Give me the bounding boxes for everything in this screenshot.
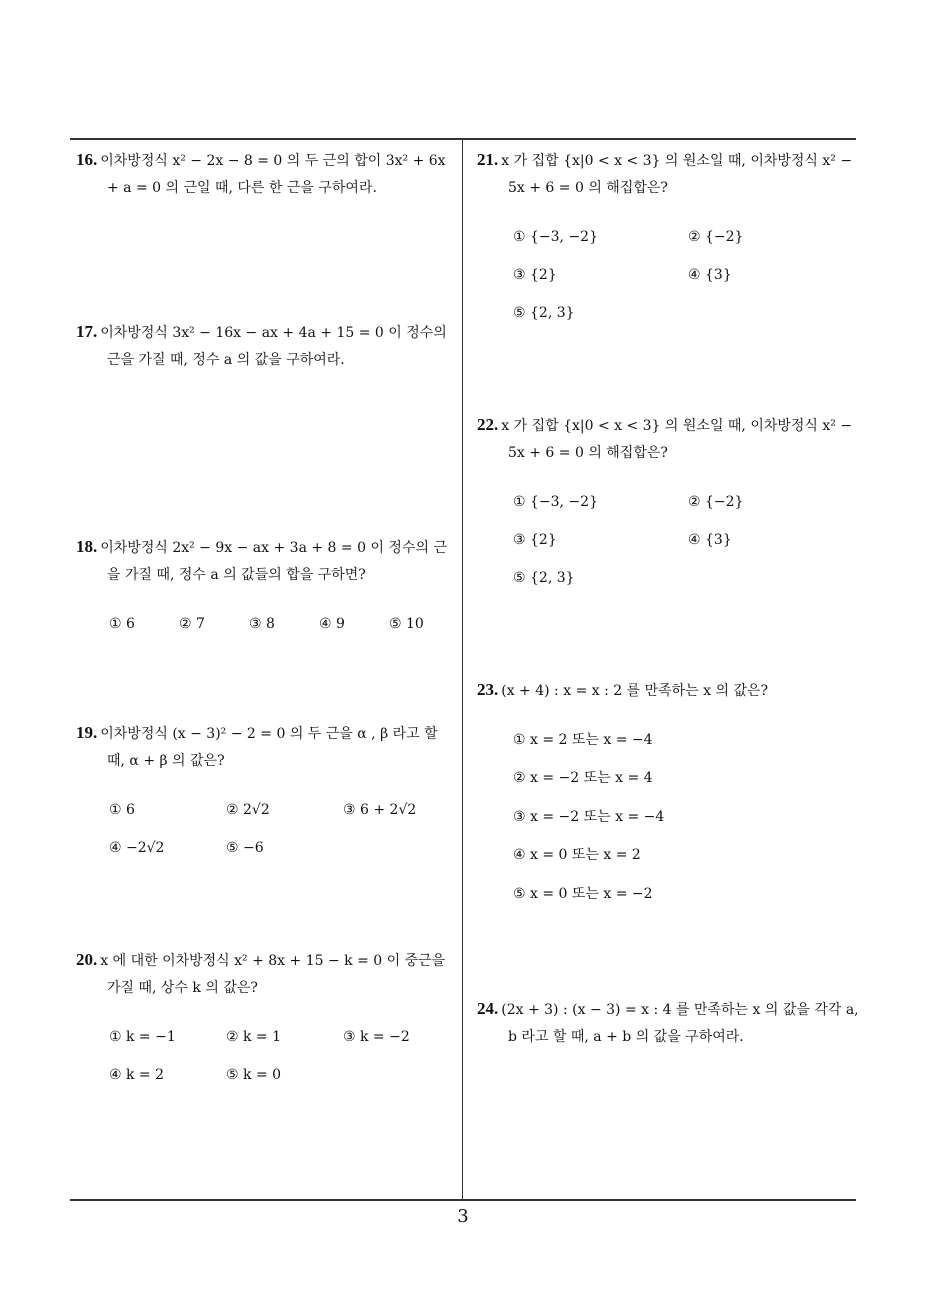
question-number: 21.	[477, 150, 499, 169]
question-24	[477, 995, 861, 1051]
option-5[interactable]: ⑤ {2, 3}	[513, 305, 575, 321]
question-number: 20.	[76, 950, 98, 969]
column-divider	[462, 139, 463, 1200]
option-2[interactable]: ② k = 1	[226, 1029, 282, 1045]
question-number: 24.	[477, 999, 499, 1018]
option-4[interactable]: ④ −2√2	[109, 840, 165, 856]
option-1[interactable]: ① {−3, −2}	[513, 229, 598, 245]
option-3[interactable]: ③ k = −2	[343, 1029, 410, 1045]
option-4[interactable]: ④ {3}	[688, 532, 732, 548]
question-20	[76, 946, 458, 1094]
option-5[interactable]: ⑤ −6	[226, 840, 264, 856]
option-5[interactable]: ⑤ {2, 3}	[513, 570, 575, 586]
option-1[interactable]: ① {−3, −2}	[513, 494, 598, 510]
option-4[interactable]: ④ 9	[319, 616, 345, 632]
question-23	[477, 676, 861, 917]
question-number: 16.	[76, 150, 98, 169]
option-2[interactable]: ② 2√2	[226, 802, 270, 818]
option-3[interactable]: ③ 8	[249, 616, 275, 632]
option-5[interactable]: ⑤ x = 0 또는 x = −2	[513, 886, 653, 902]
question-16	[76, 146, 458, 202]
question-stem: 이차방정식 2x² − 9x − ax + 3a + 8 = 0 이 정수의 근을 가질 때, 정수 a 의 값들의 합을 구하면?	[100, 540, 447, 583]
question-number: 18.	[76, 537, 98, 556]
option-2[interactable]: ② {−2}	[688, 229, 744, 245]
option-5[interactable]: ⑤ 10	[389, 616, 424, 632]
question-stem: 이차방정식 (x − 3)² − 2 = 0 의 두 근을 α , β 라고 할 때, α + β 의 값은?	[100, 726, 438, 769]
option-3[interactable]: ③ {2}	[513, 532, 557, 548]
question-19	[76, 719, 458, 867]
option-2[interactable]: ② x = −2 또는 x = 4	[513, 770, 653, 786]
option-2[interactable]: ② {−2}	[688, 494, 744, 510]
option-2[interactable]: ② 7	[179, 616, 205, 632]
question-number: 19.	[76, 723, 98, 742]
question-number: 23.	[477, 680, 499, 699]
option-3[interactable]: ③ {2}	[513, 267, 557, 283]
question-stem: (x + 4) : x = x : 2 를 만족하는 x 의 값은?	[501, 683, 769, 699]
option-1[interactable]: ① x = 2 또는 x = −4	[513, 732, 653, 748]
question-stem: x 가 집합 {x|0 < x < 3} 의 원소일 때, 이차방정식 x² − 5x + 6 = 0 의 해집합은?	[501, 153, 853, 196]
option-5[interactable]: ⑤ k = 0	[226, 1067, 282, 1083]
question-18	[76, 533, 458, 641]
option-1[interactable]: ① k = −1	[109, 1029, 176, 1045]
question-stem: (2x + 3) : (x − 3) = x : 4 를 만족하는 x 의 값을 각각 a, b 라고 할 때, a + b 의 값을 구하여라.	[501, 1002, 859, 1045]
option-4[interactable]: ④ x = 0 또는 x = 2	[513, 847, 641, 863]
question-number: 22.	[477, 415, 499, 434]
option-4[interactable]: ④ {3}	[688, 267, 732, 283]
question-stem: x 가 집합 {x|0 < x < 3} 의 원소일 때, 이차방정식 x² − 5x + 6 = 0 의 해집합은?	[501, 418, 853, 461]
option-1[interactable]: ① 6	[109, 802, 135, 818]
question-17	[76, 318, 458, 374]
question-stem: 이차방정식 3x² − 16x − ax + 4a + 15 = 0 이 정수의 근을 가질 때, 정수 a 의 값을 구하여라.	[100, 325, 447, 368]
bottom-rule	[70, 1199, 856, 1201]
option-1[interactable]: ① 6	[109, 616, 135, 632]
page-number: 3	[457, 1206, 469, 1227]
question-stem: x 에 대한 이차방정식 x² + 8x + 15 − k = 0 이 중근을 가질 때, 상수 k 의 값은?	[100, 953, 446, 996]
option-4[interactable]: ④ k = 2	[109, 1067, 165, 1083]
question-number: 17.	[76, 322, 98, 341]
option-3[interactable]: ③ x = −2 또는 x = −4	[513, 809, 665, 825]
question-stem: 이차방정식 x² − 2x − 8 = 0 의 두 근의 합이 3x² + 6x + a = 0 의 근일 때, 다른 한 근을 구하여라.	[100, 153, 446, 196]
question-21	[477, 146, 861, 334]
question-22	[477, 411, 861, 599]
option-3[interactable]: ③ 6 + 2√2	[343, 802, 417, 818]
